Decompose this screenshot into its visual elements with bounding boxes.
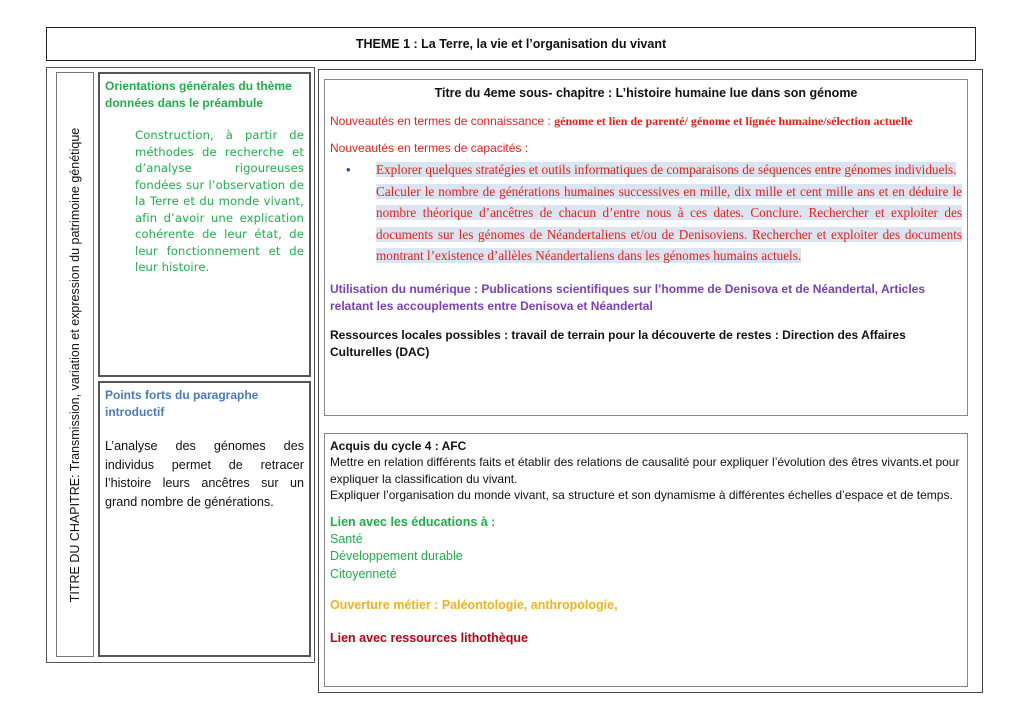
orientations-body: Construction, à partir de méthodes de recherche et d’analyse rigoureuses fondées sur l’observation de la Terre et du monde vivant, afin d’avoir une explication cohérente de leur état, de leur fonctionnement et de leur histoire. (135, 128, 304, 274)
theme-title: THEME 1 : La Terre, la vie et l’organisation du vivant (355, 37, 667, 51)
chapter-title-box (56, 72, 94, 657)
theme-header (46, 27, 976, 61)
connaissance-label: Nouveautés en termes de connaissance : (330, 114, 555, 128)
orientations-box (98, 72, 311, 377)
points-forts-body: L’analyse des génomes des individus permet de retracer l’histoire leurs ancêtres sur un grand nombre de générations. (105, 439, 304, 509)
lithotheque-link: Lien avec ressources lithothèque (330, 631, 528, 645)
capacites-label: Nouveautés en termes de capacités : (330, 141, 529, 155)
orientations-title: Orientations générales du thème données dans le préambule (105, 79, 292, 110)
education-item: Développement durable (330, 549, 463, 563)
education-item: Santé (330, 531, 363, 546)
capacites-item: Calculer le nombre de générations humaines successives en mille, dix mille et cent mille ans et en déduire le nombre théorique d’ancêtres de chacun d’entre nous à ces dates. Conclure. Rechercher et exploiter des documents sur les génomes de Néandertaliens et/ou de Denisoviens. Rechercher et exploiter des documents montrant l’existence d’allèles Néandertaliens dans les génomes humains actuels. (376, 183, 962, 263)
acquis-title: Acquis du cycle 4 : AFC (330, 439, 467, 453)
connaissance-value: génome et lien de parenté/ génome et lignée humaine/sélection actuelle (554, 114, 913, 128)
acquis-line: Mettre en relation différents faits et établir des relations de causalité pour expliquer l’évolution des êtres vivants.et pour expliquer la classification du vivant. (330, 455, 960, 486)
acquis-line: Expliquer l’organisation du monde vivant, sa structure et son dynamisme à différentes échelles d’espace et de temps. (330, 488, 953, 502)
points-forts-box (98, 381, 311, 657)
ressources-locales: Ressources locales possibles : travail de terrain pour la découverte de restes : Direction des Affaires Culturelles (DAC) (330, 327, 906, 359)
ouverture-metier: Ouverture métier : Paléontologie, anthropologie, (330, 598, 618, 612)
capacites-list (340, 159, 962, 267)
bullet-icon: • (346, 162, 351, 177)
capacites-item: Explorer quelques stratégies et outils informatiques de comparaisons de séquences entre génomes individuels. (376, 162, 957, 177)
acquis-section (324, 433, 968, 687)
subchapter-title: Titre du 4eme sous- chapitre : L’histoire humaine lue dans son génome (434, 86, 858, 100)
connaissance-row (330, 113, 962, 129)
educations-title: Lien avec les éducations à : (330, 514, 496, 529)
subchapter-section (324, 79, 968, 416)
education-item: Citoyenneté (330, 566, 397, 581)
chapter-title: TITRE DU CHAPITRE: Transmission, variation et expression du patrimoine génétique (68, 127, 82, 602)
points-forts-title: Points forts du paragraphe introductif (105, 388, 259, 419)
numerique-usage: Utilisation du numérique : Publications scientifiques sur l’homme de Denisova et de Néandertal, Articles relatant les accouplements entre Denisova et Néandertal (330, 281, 926, 313)
capacites-text (376, 159, 962, 267)
